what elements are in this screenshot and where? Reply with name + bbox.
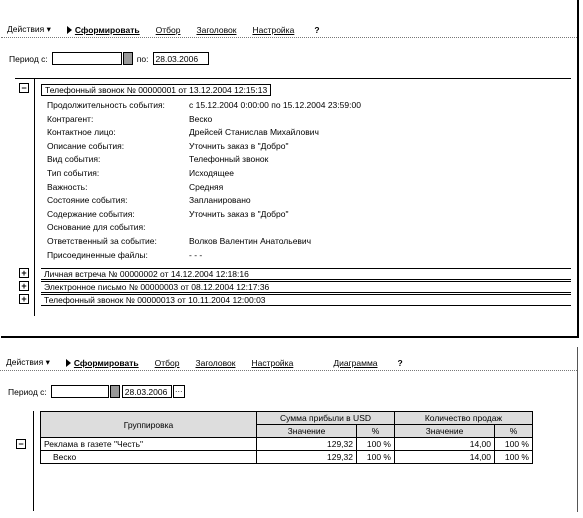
period-filter — [9, 52, 209, 65]
report-area — [15, 78, 571, 316]
field-value: Запланировано — [189, 195, 251, 206]
period-from-input[interactable] — [52, 52, 122, 65]
table-row[interactable] — [41, 451, 533, 464]
group-header: Группировка — [41, 412, 257, 438]
document-title[interactable]: Телефонный звонок № 00000001 от 13.12.2004 12:15:13 — [41, 84, 271, 96]
qty-value-header: Значение — [395, 425, 495, 438]
collapsed-document[interactable]: Личная встреча № 00000002 от 14.12.2004 12:18:16 — [41, 268, 571, 280]
field-row — [47, 221, 567, 235]
report-window-sales — [0, 347, 578, 512]
report-area — [12, 411, 568, 511]
field-row — [47, 249, 567, 263]
chart-button[interactable]: Диаграмма — [333, 357, 378, 368]
generate-button[interactable] — [66, 358, 139, 368]
period-from-input[interactable] — [51, 385, 109, 398]
row-sum: 129,32 — [257, 438, 357, 451]
field-row — [47, 235, 567, 249]
header-button[interactable]: Заголовок — [195, 357, 236, 368]
row-sum: 129,32 — [257, 451, 357, 464]
field-value: Дрейсей Станислав Михайлович — [189, 127, 319, 138]
help-button[interactable]: ? — [397, 357, 403, 368]
selection-button[interactable]: Отбор — [155, 24, 181, 35]
table-header-row — [41, 412, 533, 425]
row-sum-pct: 100 % — [357, 451, 395, 464]
sum-header: Сумма прибыли в USD — [257, 412, 395, 425]
generate-button[interactable] — [67, 25, 140, 35]
grouping-gutter — [15, 79, 35, 316]
row-sum-pct: 100 % — [357, 438, 395, 451]
actions-label: Действия — [6, 357, 44, 367]
actions-menu[interactable]: Действия ▾ — [6, 357, 50, 367]
row-qty-pct: 100 % — [495, 438, 533, 451]
row-qty: 14,00 — [395, 438, 495, 451]
qty-header: Количество продаж — [395, 412, 533, 425]
collapsed-document[interactable]: Телефонный звонок № 00000013 от 10.11.2004 12:00:03 — [41, 294, 571, 306]
field-value — [189, 221, 567, 235]
period-to-input[interactable]: 28.03.2006 — [153, 52, 209, 65]
field-label: Контактное лицо: — [47, 127, 116, 138]
field-label: Присоединенные файлы: — [47, 249, 148, 260]
field-label: Состояние события: — [47, 195, 128, 206]
field-row — [47, 208, 567, 222]
field-label: Важность: — [47, 181, 88, 192]
generate-label: Сформировать — [74, 24, 140, 35]
period-from-label: Период с: — [8, 386, 47, 397]
actions-menu[interactable]: Действия ▾ — [7, 24, 51, 34]
field-label: Ответственный за событие: — [47, 235, 157, 246]
settings-button[interactable]: Настройка — [251, 357, 294, 368]
period-filter — [8, 385, 185, 398]
field-row — [47, 153, 567, 167]
field-value: Веско — [189, 113, 213, 124]
grouping-gutter — [12, 411, 34, 511]
field-label: Содержание события: — [47, 208, 135, 219]
qty-pct-header: % — [495, 425, 533, 438]
field-row — [47, 167, 567, 181]
document-fields — [47, 99, 567, 262]
help-button[interactable]: ? — [314, 24, 320, 35]
actions-label: Действия — [7, 24, 45, 34]
collapsed-document[interactable]: Электронное письмо № 00000003 от 08.12.2004 12:17:36 — [41, 281, 571, 293]
field-value: Телефонный звонок — [189, 154, 269, 165]
header-button[interactable]: Заголовок — [196, 24, 237, 35]
field-label: Описание события: — [47, 140, 125, 151]
field-label: Тип события: — [47, 167, 100, 178]
field-value: Волков Валентин Анатольевич — [189, 235, 312, 246]
field-value: Уточнить заказ в "Добро" — [189, 140, 289, 151]
field-value: Уточнить заказ в "Добро" — [189, 208, 289, 219]
toolbar — [1, 22, 577, 38]
collapse-icon[interactable]: − — [16, 439, 26, 449]
field-value: - - - — [189, 249, 203, 260]
field-row — [47, 181, 567, 195]
period-from-label: Период с: — [9, 53, 48, 64]
row-qty-pct: 100 % — [495, 451, 533, 464]
expand-icon[interactable]: + — [19, 294, 29, 304]
field-value: Исходящее — [189, 167, 234, 178]
row-name: Реклама в газете "Честь" — [41, 438, 257, 451]
select-period-button[interactable]: … — [173, 385, 185, 398]
play-icon — [67, 26, 72, 34]
period-to-label: по: — [136, 53, 149, 64]
table-row[interactable] — [41, 438, 533, 451]
field-value: с 15.12.2004 0:00:00 по 15.12.2004 23:59:00 — [189, 100, 361, 110]
period-to-input[interactable]: 28.03.2006 — [122, 385, 172, 398]
sum-pct-header: % — [357, 425, 395, 438]
field-row — [47, 140, 567, 154]
expand-icon[interactable]: + — [19, 268, 29, 278]
sum-value-header: Значение — [257, 425, 357, 438]
field-label: Контрагент: — [47, 113, 94, 124]
sales-table — [40, 411, 533, 464]
field-label: Продолжительность события: — [47, 100, 165, 110]
play-icon — [66, 359, 71, 367]
field-row — [47, 99, 567, 113]
calendar-icon[interactable] — [110, 385, 120, 398]
expand-icon[interactable]: + — [19, 281, 29, 291]
row-qty: 14,00 — [395, 451, 495, 464]
calendar-icon[interactable] — [123, 52, 133, 65]
field-value: Средняя — [189, 181, 224, 192]
generate-label: Сформировать — [73, 357, 139, 368]
collapse-icon[interactable]: − — [19, 83, 29, 93]
field-row — [47, 113, 567, 127]
selection-button[interactable]: Отбор — [154, 357, 180, 368]
report-window-events — [1, 0, 579, 338]
field-row — [47, 126, 567, 140]
field-row — [47, 194, 567, 208]
field-label: Вид события: — [47, 154, 101, 165]
field-label: Основание для события: — [47, 222, 146, 233]
toolbar — [0, 355, 577, 371]
row-name: Веско — [41, 451, 257, 464]
settings-button[interactable]: Настройка — [252, 24, 295, 35]
